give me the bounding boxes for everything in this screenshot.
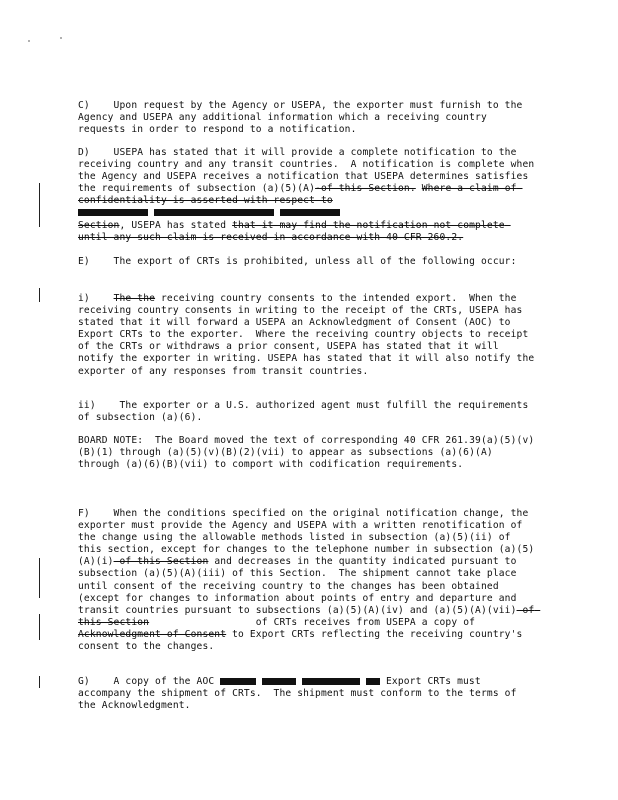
paragraph-c-text: C) Upon request by the Agency or USEPA, the exporter must furnish to the Agency and USEPA any additional information which a receiving country requests in order to respond to a notification. <box>78 100 529 136</box>
redaction-mark <box>262 678 296 685</box>
paragraph-f-text: to Export CRTs reflecting the receiving country's consent to the changes. <box>78 628 529 653</box>
deleted-text: of this Section <box>113 556 209 568</box>
paragraph-d-text: , USEPA has stated <box>119 219 227 231</box>
deleted-text: that it may find the notification not complete until any such claim is received in accordance with 40 CFR 260.2. <box>78 219 511 243</box>
paragraph-g-text: G) A copy of the AOC <box>78 676 221 687</box>
paragraph-f-text: of CRTs receives from USEPA a copy of <box>149 616 547 628</box>
deleted-text: -of this Section. <box>315 183 416 195</box>
change-bar <box>39 614 40 640</box>
paragraph-g <box>78 676 540 712</box>
paragraph-i-text: receiving country consents to the intended export. When the receiving country consents in writing to the receipt of the CRTs, USEPA has stated that it will forward a USEPA an Acknowledgment of Consent (AOC) to Export CRTs to the exporter. Where the receiving country objects to receipt of the CRTs or withdraws a prior consent, USEPA has stated that it will notify the exporter in writing. USEPA has stated that it will also notify the exporter of any responses from transit countries. <box>78 293 541 377</box>
redaction-mark <box>302 678 360 685</box>
deleted-text: The the <box>113 293 156 304</box>
paragraph-i <box>78 293 540 378</box>
deleted-text: of this Section <box>78 604 541 628</box>
paragraph-ii-text: ii) The exporter or a U.S. authorized agent must fulfill the requirements of subsection (a)(6). <box>78 400 535 424</box>
redaction-mark <box>220 678 256 685</box>
paragraph-d-text: D) USEPA has stated that it will provide a complete notification to the receiving country and any transit countries. A notification is complete when the Agency and USEPA receives a notification that USEPA determines satisfies the requirements of subsection (a)(5)(A) <box>78 147 541 195</box>
paragraph-f-text: and decreases in the quantity indicated pursuant to subsection (a)(5)(A)(iii) of this Section. The shipment cannot take place until consent of the receiving country to the changes has been obtained (except for changes to information about points of entry and departure and transit countries pursuant to subsections (a)(5)(A)(iv) and (a)(5)(A)(vii) <box>78 556 523 616</box>
paragraph-ii <box>78 400 540 424</box>
paragraph-g-text: Export CRTs must accompany the shipment of CRTs. The shipment must conform to the terms of the Acknowledgment. <box>78 676 523 712</box>
board-note <box>78 435 540 471</box>
change-bar <box>39 288 40 302</box>
change-bar <box>39 580 40 598</box>
redaction-mark <box>154 209 274 216</box>
change-bar <box>39 558 40 580</box>
paragraph-f-text: F) When the conditions specified on the original notification change, the exporter must provide the Agency and USEPA with a written renotification of the change using the allowable methods listed in subsection (a)(5)(ii) of this section, except for changes to the telephone number in subsection (a)(5)(A)(i) <box>78 508 535 568</box>
paragraph-e-text: E) The export of CRTs is prohibited, unless all of the following occur: <box>78 256 517 267</box>
paragraph-c <box>78 100 540 136</box>
scan-speck <box>28 40 30 42</box>
deleted-text: Acknowledgment of Consent <box>78 628 227 640</box>
deleted-text: Where a claim of confidentiality is asserted with respect to <box>78 183 523 207</box>
board-note-text: BOARD NOTE: The Board moved the text of corresponding 40 CFR 261.39(a)(5)(v)(B)(1) through (a)(5)(v)(B)(2)(vii) to appear as subsections (a)(6)(A) through (a)(6)(B)(vii) to comport with codification requirements. <box>78 435 535 471</box>
redaction-mark <box>366 678 380 685</box>
redaction-mark <box>280 209 340 216</box>
paragraph-e <box>78 256 540 268</box>
paragraph-f <box>78 508 547 653</box>
redaction-mark <box>78 209 148 216</box>
change-bar <box>39 183 40 227</box>
paragraph-d <box>78 147 540 244</box>
scan-speck <box>60 37 62 39</box>
change-bar <box>39 676 40 688</box>
paragraph-i-label: i) <box>78 293 114 304</box>
deleted-text: Section <box>78 219 120 231</box>
